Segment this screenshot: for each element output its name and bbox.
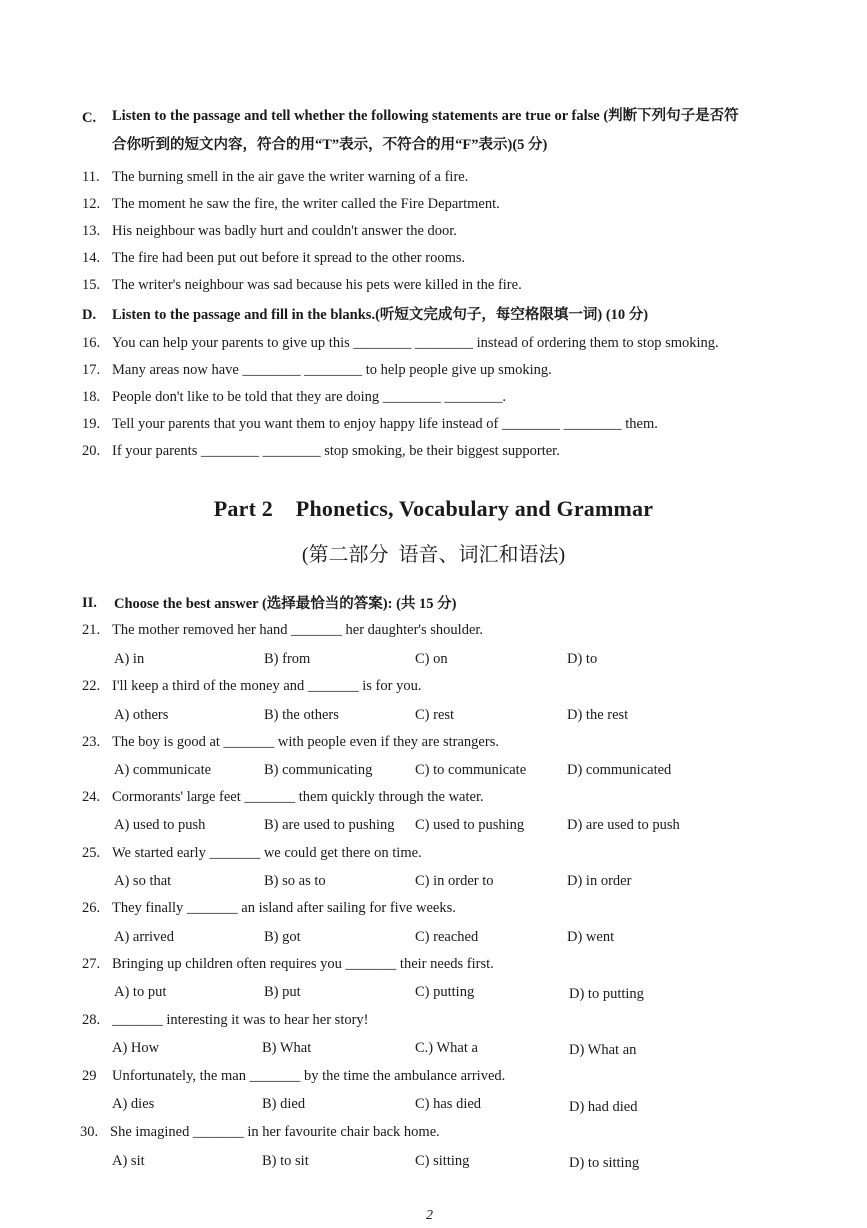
option-a: A) arrived	[114, 929, 174, 945]
item-number: 17.	[82, 362, 101, 378]
question-number: 25.	[82, 845, 101, 861]
item-number: 13.	[82, 223, 101, 239]
question-27	[82, 956, 494, 973]
option-c: C) sitting	[415, 1153, 470, 1169]
item-number: 11.	[82, 169, 100, 185]
item-number: 14.	[82, 250, 101, 266]
statement-14	[82, 250, 465, 267]
item-number: 18.	[82, 389, 101, 405]
question-text: She imagined _______ in her favourite chair back home.	[110, 1124, 440, 1140]
question-22	[82, 678, 421, 695]
option-c: C) used to pushing	[415, 817, 525, 833]
question-text: We started early _______ we could get there on time.	[112, 845, 422, 861]
question-30	[80, 1124, 440, 1141]
option-a: A) to put	[114, 984, 167, 1000]
option-b: B) so as to	[264, 873, 326, 889]
item-text: People don't like to be told that they are doing ________ ________.	[112, 389, 507, 405]
question-text: The mother removed her hand _______ her daughter's shoulder.	[112, 622, 484, 638]
option-a: A) communicate	[114, 762, 212, 778]
option-d: D) to sitting	[569, 1155, 640, 1171]
option-d: D) to	[567, 651, 598, 667]
page-number: 2	[426, 1208, 433, 1223]
question-21	[82, 622, 483, 639]
option-d: D) are used to push	[567, 817, 680, 833]
option-c: C) rest	[415, 707, 455, 723]
item-number: 19.	[82, 416, 101, 432]
option-d: D) went	[567, 929, 615, 945]
question-text: _______ interesting it was to hear her story!	[112, 1012, 369, 1028]
question-26	[82, 900, 456, 917]
question-text: Cormorants' large feet _______ them quickly through the water.	[112, 789, 484, 805]
option-a: A) dies	[112, 1096, 155, 1112]
question-23	[82, 734, 499, 751]
question-number: 30.	[80, 1124, 99, 1140]
blank-item-19	[82, 416, 658, 433]
item-text: Tell your parents that you want them to enjoy happy life instead of ________ ________ them.	[112, 416, 658, 432]
blank-item-17	[82, 362, 552, 379]
option-c: C) in order to	[415, 873, 494, 889]
item-number: 12.	[82, 196, 101, 212]
section-ii-heading: Choose the best answer (选择最恰当的答案): (共 15 分)	[114, 596, 457, 612]
option-d: D) had died	[569, 1099, 638, 1115]
option-c: C.) What a	[415, 1040, 478, 1056]
question-text: Unfortunately, the man _______ by the time the ambulance arrived.	[112, 1068, 506, 1084]
option-a: A) How	[112, 1040, 160, 1056]
section-c-heading-cont: 合你听到的短文内容，符合的用“T”表示，不符合的用“F”表示)(5 分)	[112, 137, 548, 153]
option-b: B) to sit	[262, 1153, 309, 1169]
option-c: C) putting	[415, 984, 475, 1000]
question-25	[82, 845, 422, 862]
option-b: B) died	[262, 1096, 306, 1112]
option-a: A) sit	[112, 1153, 145, 1169]
section-c-heading: Listen to the passage and tell whether the following statements are true or false (判断下列句子是否符	[112, 108, 739, 124]
question-text: The boy is good at _______ with people even if they are strangers.	[112, 734, 499, 750]
option-a: A) used to push	[114, 817, 206, 833]
statement-13	[82, 223, 457, 240]
option-d: D) communicated	[567, 762, 672, 778]
statement-11	[82, 169, 468, 186]
option-d: D) to putting	[569, 986, 644, 1002]
item-text: His neighbour was badly hurt and couldn't answer the door.	[112, 223, 457, 239]
option-c: C) on	[415, 651, 448, 667]
question-text: Bringing up children often requires you _______ their needs first.	[112, 956, 494, 972]
item-text: The fire had been put out before it spread to the other rooms.	[112, 250, 466, 266]
question-24	[82, 789, 484, 806]
option-b: B) got	[264, 929, 301, 945]
section-c-letter: C.	[82, 110, 97, 126]
section-ii-numeral: II.	[82, 595, 97, 611]
blank-item-16	[82, 335, 719, 352]
statement-12	[82, 196, 500, 213]
option-c: C) reached	[415, 929, 479, 945]
option-a: A) others	[114, 707, 169, 723]
option-c: C) has died	[415, 1096, 482, 1112]
question-number: 29	[82, 1068, 97, 1084]
item-number: 20.	[82, 443, 101, 459]
item-text: You can help your parents to give up this ________ ________ instead of ordering them to stop smoking.	[112, 335, 719, 351]
option-b: B) put	[264, 984, 301, 1000]
blank-item-20	[82, 443, 560, 460]
option-d: D) What an	[569, 1042, 637, 1058]
section-d-letter: D.	[82, 307, 97, 323]
item-number: 16.	[82, 335, 101, 351]
question-text: They finally _______ an island after sailing for five weeks.	[112, 900, 456, 916]
item-text: Many areas now have ________ ________ to help people give up smoking.	[112, 362, 552, 378]
question-number: 21.	[82, 622, 101, 638]
part-2-subtitle: (第二部分 语音、词汇和语法)	[301, 544, 566, 566]
option-a: A) in	[114, 651, 145, 667]
item-text: The writer's neighbour was sad because his pets were killed in the fire.	[112, 277, 522, 293]
option-c: C) to communicate	[415, 762, 527, 778]
question-number: 24.	[82, 789, 101, 805]
item-text: The burning smell in the air gave the writer warning of a fire.	[112, 169, 469, 185]
question-29	[82, 1068, 505, 1085]
question-number: 27.	[82, 956, 101, 972]
blank-item-18	[82, 389, 506, 406]
option-b: B) What	[262, 1040, 312, 1056]
option-d: D) the rest	[567, 707, 629, 723]
section-d-heading: Listen to the passage and fill in the blanks.(听短文完成句子，每空格限填一词) (10 分)	[112, 307, 649, 323]
option-b: B) from	[264, 651, 311, 667]
option-b: B) are used to pushing	[264, 817, 395, 833]
option-d: D) in order	[567, 873, 632, 889]
statement-15	[82, 277, 522, 294]
question-text: I'll keep a third of the money and _______ is for you.	[112, 678, 422, 694]
question-number: 28.	[82, 1012, 101, 1028]
item-text: If your parents ________ ________ stop smoking, be their biggest supporter.	[112, 443, 560, 459]
option-b: B) communicating	[264, 762, 373, 778]
question-number: 23.	[82, 734, 101, 750]
question-number: 26.	[82, 900, 101, 916]
option-a: A) so that	[114, 873, 172, 889]
part-2-title: Part 2 Phonetics, Vocabulary and Grammar	[213, 496, 654, 521]
item-text: The moment he saw the fire, the writer called the Fire Department.	[112, 196, 500, 212]
item-number: 15.	[82, 277, 101, 293]
question-28	[82, 1012, 369, 1029]
option-b: B) the others	[264, 707, 339, 723]
question-number: 22.	[82, 678, 101, 694]
